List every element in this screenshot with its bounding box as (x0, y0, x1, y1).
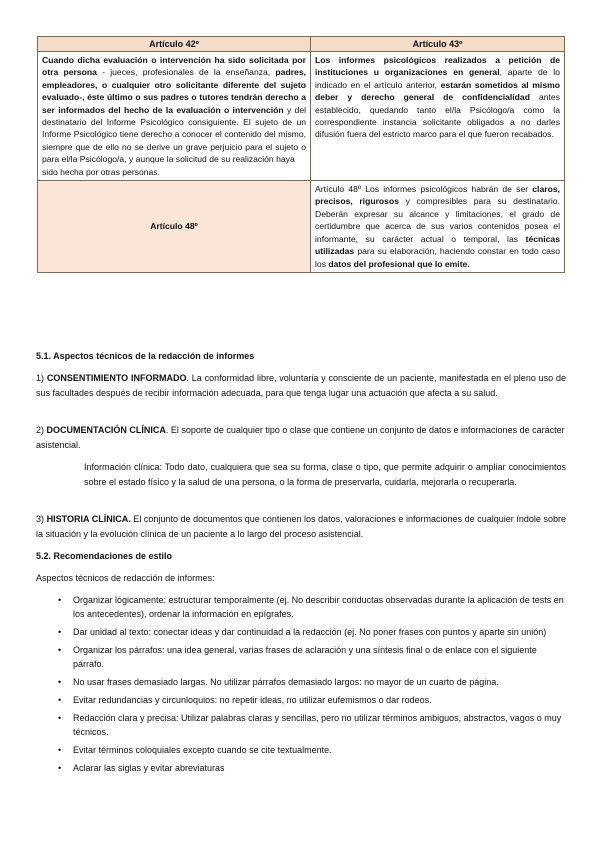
list-item: • Evitar términos coloquiales excepto cuando se cite textualmente. (58, 745, 332, 755)
article-48-text: Artículo 48º Los informes psicológicos habrán de ser claros, precisos, rigurosos y compresibles para su destinatario. Deberán expresar su alcance y limitaciones, el grado de certidumbre que acerca de sus varios contenidos posea el informante, su carácter actual o temporal, las técnicas utilizadas para su elaboración, haciendo constar en todo caso los datos del profesional que lo emite. (311, 181, 565, 273)
articles-table (37, 36, 565, 273)
list-item: • No usar frases demasiado largas. No utilizar párrafos demasiado largos: no mayor de un cuarto de página. (58, 677, 499, 687)
paragraph-historia-clinica: 3) HISTORIA CLÍNICA. El conjunto de documentos que contienen los datos, valoraciones e informaciones de cualquier índole sobre la situación y la evolución clínica de un paciente a lo largo del proceso asistencial. (36, 514, 566, 539)
paragraph-consentimiento: 1) CONSENTIMIENTO INFORMADO. La conformidad libre, voluntaria y consciente de un paciente, manifestada en el pleno uso de sus facultades después de recibir información adecuada, para que tenga lugar una actuación que afecta a su salud. (36, 373, 566, 398)
list-item: • Organizar los párrafos: una idea general, varias frases de aclaración y una síntesis final o de enlace con el siguiente párrafo. (58, 645, 537, 669)
header-article-42: Artículo 42º (38, 37, 311, 52)
paragraph-informacion-clinica: Información clínica: Todo dato, cualquiera que sea su forma, clase o tipo, que permite adquirir o ampliar conocimientos sobre el estado físico y la salud de una persona, o la forma de preservarla, cuidarla, mejorarla o recuperarla. (84, 462, 566, 487)
bullet-icon: • (58, 763, 62, 773)
bullet-icon: • (58, 627, 62, 637)
list-item: • Aclarar las siglas y evitar abreviaturas (58, 763, 225, 773)
list-item: • Organizar lógicamente: estructurar temporalmente (ej. No describir conductas observadas durante la aplicación de tests en los antecedentes), ordenar la información en epígrafes. (58, 595, 564, 619)
bullet-icon: • (58, 677, 62, 687)
bullet-icon: • (58, 595, 62, 605)
list-item: • Redacción clara y precisa: Utilizar palabras claras y sencillas, pero no utilizar términos ambiguos, abstractos, vagos o muy técnicos. (58, 713, 562, 737)
section-5-1-title: 5.1. Aspectos técnicos de la redacción de informes (36, 351, 255, 361)
article-42-text: Cuando dicha evaluación o intervención ha sido solicitada por otra persona - jueces, profesionales de la enseñanza, padres, empleadores, o cualquier otro solicitante diferente del sujeto evaluado-, éste último o sus padres o tutores tendrán derecho a ser informados del hecho de la evaluación o intervención y del destinatario del Informe Psicológico consiguiente. El sujeto de un Informe Psicológico tiene derecho a conocer el contenido del mismo, siempre que de ello no se derive un grave perjuicio para el sujeto o para el/la Psicólogo/a, y aunque la solicitud de su realización haya sido hecha por otras personas. (38, 52, 311, 181)
section-5-2-title: 5.2. Recomendaciones de estilo (36, 551, 173, 561)
bullet-icon: • (58, 695, 62, 705)
recommendations-list (36, 593, 566, 775)
article-43-text: Los informes psicológicos realizados a petición de instituciones u organizaciones en general, aparte de lo indicado en el artículo anterior, estarán sometidos al mismo deber y derecho general de confidencialidad antes establecido, quedando tanto el/la Psicólogo/a como la correspondiente instancia solicitante obligados a no darles difusión fuera del estricto marco para el que fueron recabados. (311, 52, 565, 181)
bullet-icon: • (58, 713, 62, 723)
table-header-row (38, 37, 565, 52)
table-row (38, 52, 565, 181)
bullet-icon: • (58, 745, 62, 755)
recommendations-intro: Aspectos técnicos de redacción de informes: (36, 573, 215, 583)
paragraph-documentacion: 2) DOCUMENTACIÓN CLÍNICA. El soporte de cualquier tipo o clase que contiene un conjunto de datos e informaciones de carácter asistencial. (36, 425, 565, 450)
list-item: • Evitar redundancias y circunloquios: no repetir ideas, no utilizar eufemismos o dar rodeos. (58, 695, 432, 705)
bullet-icon: • (58, 645, 62, 655)
header-article-43: Artículo 43º (311, 37, 565, 52)
list-item: • Dar unidad al texto: conectar ideas y dar continuidad a la redacción (ej. No poner frases con puntos y aparte sin unión) (58, 627, 547, 637)
table-row (38, 181, 565, 273)
article-48-label: Artículo 48º (38, 181, 311, 273)
